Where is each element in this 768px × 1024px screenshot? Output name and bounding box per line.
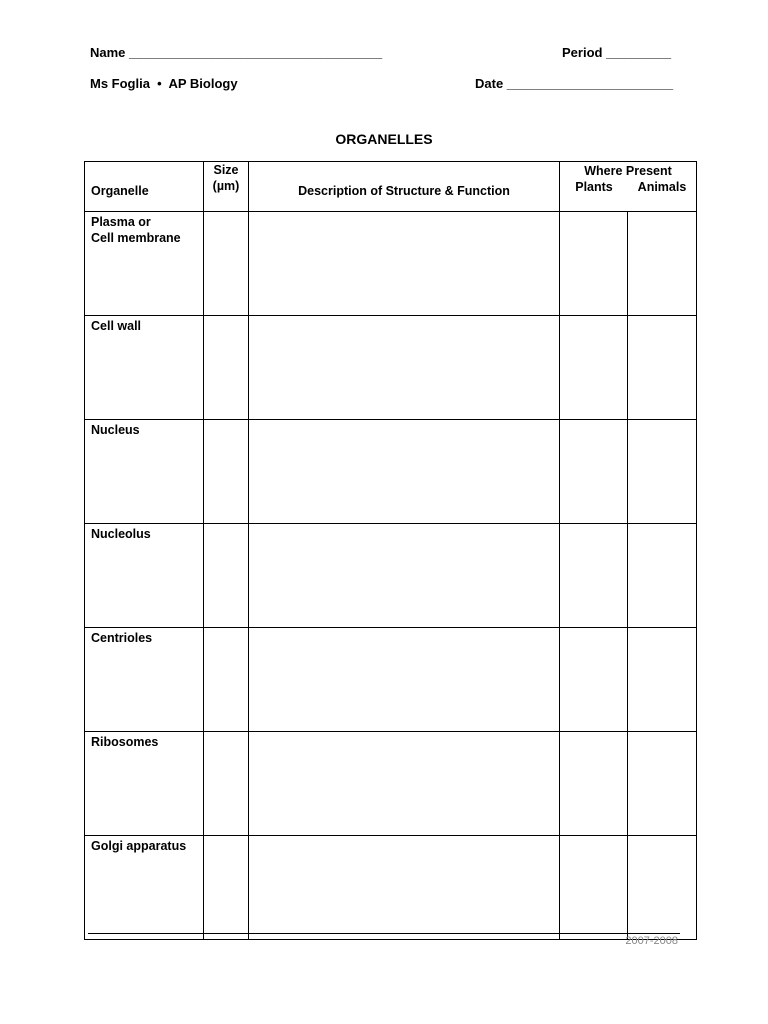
organelle-name-cell: Cell wall (85, 316, 204, 420)
size-cell[interactable] (204, 732, 249, 836)
footer-divider (88, 933, 680, 934)
period-field-label: Period _________ (562, 45, 672, 60)
size-cell[interactable] (204, 524, 249, 628)
table-row (85, 628, 697, 732)
animals-cell[interactable] (628, 628, 697, 732)
plants-cell[interactable] (560, 316, 628, 420)
animals-cell[interactable] (628, 732, 697, 836)
description-cell[interactable] (249, 420, 560, 524)
page-title: ORGANELLES (335, 131, 433, 147)
plants-cell[interactable] (560, 524, 628, 628)
table-row (85, 212, 697, 316)
plants-cell[interactable] (560, 420, 628, 524)
date-field-label: Date _______________________ (475, 76, 674, 91)
plants-cell[interactable] (560, 836, 628, 940)
organelle-name-cell: Golgi apparatus (85, 836, 204, 940)
size-cell[interactable] (204, 316, 249, 420)
description-cell[interactable] (249, 316, 560, 420)
plants-cell[interactable] (560, 732, 628, 836)
header-where-present (560, 162, 697, 212)
size-cell[interactable] (204, 212, 249, 316)
table-row (85, 316, 697, 420)
table-row (85, 524, 697, 628)
header-organelle: Organelle (85, 162, 204, 212)
animals-cell[interactable] (628, 316, 697, 420)
description-cell[interactable] (249, 732, 560, 836)
header-plants: Plants (575, 180, 613, 194)
animals-cell[interactable] (628, 212, 697, 316)
organelle-name-cell: Plasma or Cell membrane (85, 212, 204, 316)
animals-cell[interactable] (628, 420, 697, 524)
organelles-table (84, 161, 697, 940)
description-cell[interactable] (249, 836, 560, 940)
plants-cell[interactable] (560, 212, 628, 316)
name-field-label: Name ___________________________________ (90, 45, 383, 60)
teacher-course: Ms Foglia • AP Biology (90, 76, 238, 91)
organelle-name-cell: Centrioles (85, 628, 204, 732)
header-where-present-label: Where Present (584, 164, 672, 178)
footer-year: 2007-2008 (625, 935, 678, 947)
organelle-name-cell: Nucleus (85, 420, 204, 524)
description-cell[interactable] (249, 212, 560, 316)
size-cell[interactable] (204, 420, 249, 524)
animals-cell[interactable] (628, 524, 697, 628)
organelle-name-cell: Ribosomes (85, 732, 204, 836)
header-size-label: Size (µm) (212, 163, 240, 193)
description-cell[interactable] (249, 628, 560, 732)
header-size (204, 162, 249, 212)
table-row (85, 420, 697, 524)
animals-cell[interactable] (628, 836, 697, 940)
table-row (85, 836, 697, 940)
table-row (85, 732, 697, 836)
organelle-name-cell: Nucleolus (85, 524, 204, 628)
header-animals: Animals (637, 180, 687, 194)
size-cell[interactable] (204, 628, 249, 732)
size-cell[interactable] (204, 836, 249, 940)
plants-cell[interactable] (560, 628, 628, 732)
header-description: Description of Structure & Function (249, 162, 560, 212)
description-cell[interactable] (249, 524, 560, 628)
